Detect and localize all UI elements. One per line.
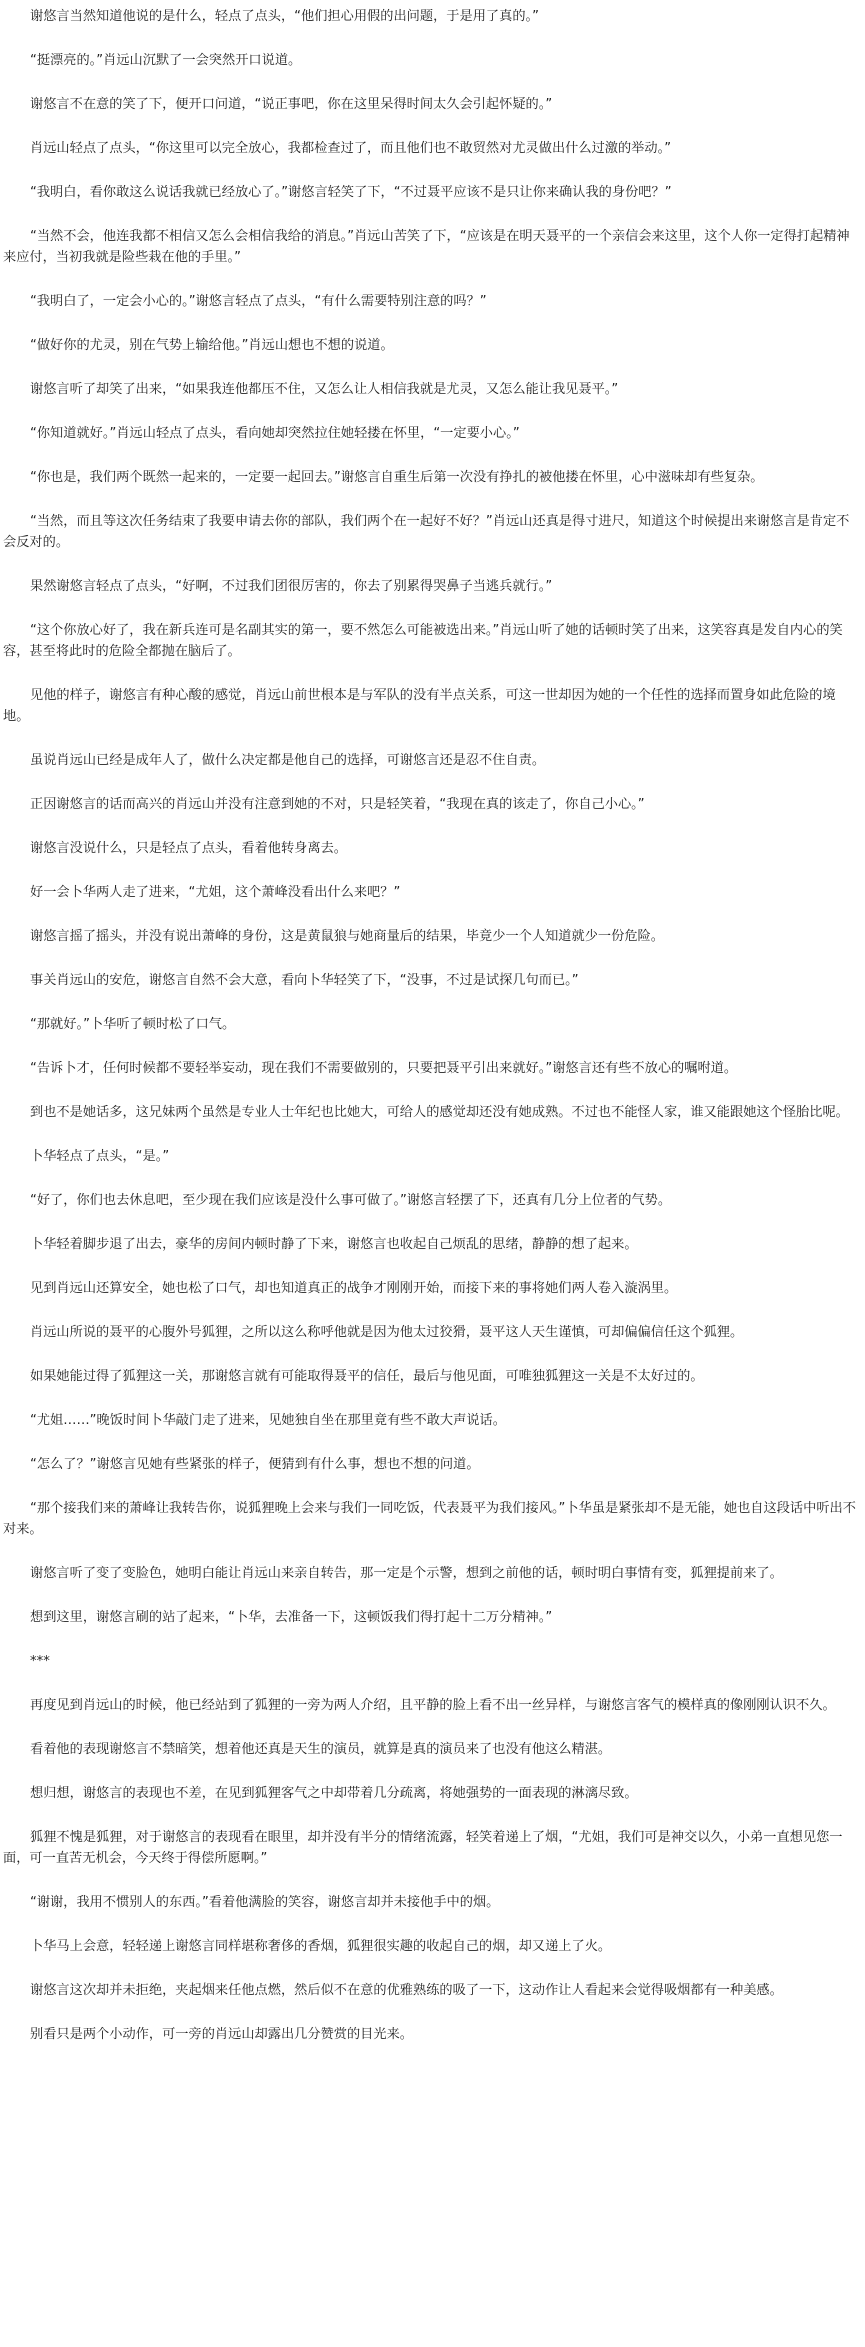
paragraph: “告诉卜才，任何时候都不要轻举妄动，现在我们不需要做别的，只要把聂平引出来就好。”谢悠言还有些不放心的嘱咐道。 xyxy=(30,1061,738,1076)
paragraph: 见到肖远山还算安全，她也松了口气，却也知道真正的战争才刚刚开始，而接下来的事将她们两人卷入漩涡里。 xyxy=(30,1281,678,1296)
paragraph: 谢悠言没说什么，只是轻点了点头，看着他转身离去。 xyxy=(30,841,347,856)
paragraph: “我明白，看你敢这么说话我就已经放心了。”谢悠言轻笑了下，“不过聂平应该不是只让你来确认我的身份吧？” xyxy=(30,185,672,200)
paragraph: 正因谢悠言的话而高兴的肖远山并没有注意到她的不对，只是轻笑着，“我现在真的该走了，你自己小心。” xyxy=(30,797,645,812)
paragraph: “做好你的尤灵，别在气势上输给他。”肖远山想也不想的说道。 xyxy=(30,338,394,353)
paragraph: 卜华马上会意，轻轻递上谢悠言同样堪称奢侈的香烟，狐狸很实趣的收起自己的烟，却又递上了火。 xyxy=(30,1939,612,1954)
paragraph: 谢悠言当然知道他说的是什么，轻点了点头，“他们担心用假的出问题，于是用了真的。” xyxy=(30,9,539,24)
paragraph: 果然谢悠言轻点了点头，“好啊，不过我们团很厉害的，你去了别累得哭鼻子当逃兵就行。” xyxy=(30,579,553,594)
paragraph: “我明白了，一定会小心的。”谢悠言轻点了点头，“有什么需要特别注意的吗？” xyxy=(30,294,487,309)
paragraph: 虽说肖远山已经是成年人了，做什么决定都是他自己的选择，可谢悠言还是忍不住自责。 xyxy=(30,753,546,768)
paragraph: “谢谢，我用不惯别人的东西。”看着他满脸的笑容，谢悠言却并未接他手中的烟。 xyxy=(30,1895,500,1910)
paragraph: “怎么了？”谢悠言见她有些紧张的样子，便猜到有什么事，想也不想的问道。 xyxy=(30,1457,480,1472)
paragraph: 如果她能过得了狐狸这一关，那谢悠言就有可能取得聂平的信任，最后与他见面，可唯独狐狸这一关是不太好过的。 xyxy=(30,1369,704,1384)
paragraph: 见他的样子，谢悠言有种心酸的感觉，肖远山前世根本是与军队的没有半点关系，可这一世却因为她的一个任性的选择而置身如此危险的境地。 xyxy=(3,688,836,724)
paragraph: 谢悠言摇了摇头，并没有说出萧峰的身份，这是黄鼠狼与她商量后的结果，毕竟少一个人知道就少一份危险。 xyxy=(30,929,664,944)
paragraph: 看着他的表现谢悠言不禁暗笑，想着他还真是天生的演员，就算是真的演员来了也没有他这么精湛。 xyxy=(30,1742,612,1757)
paragraph: 想归想，谢悠言的表现也不差，在见到狐狸客气之中却带着几分疏离，将她强势的一面表现的淋漓尽致。 xyxy=(30,1786,638,1801)
paragraph: 想到这里，谢悠言刷的站了起来，“卜华，去准备一下，这顿饭我们得打起十二万分精神。” xyxy=(30,1610,553,1625)
paragraph: 到也不是她话多，这兄妹两个虽然是专业人士年纪也比她大，可给人的感觉却还没有她成熟。不过也不能怪人家，谁又能跟她这个怪胎比呢。 xyxy=(30,1105,849,1120)
paragraph: “你也是，我们两个既然一起来的，一定要一起回去。”谢悠言自重生后第一次没有挣扎的被他搂在怀里，心中滋味却有些复杂。 xyxy=(30,470,764,485)
paragraph: 谢悠言这次却并未拒绝，夹起烟来任他点燃，然后似不在意的优雅熟练的吸了一下，这动作让人看起来会觉得吸烟都有一种美感。 xyxy=(30,1983,783,1998)
paragraph: “当然，而且等这次任务结束了我要申请去你的部队，我们两个在一起好不好？”肖远山还真是得寸进尺，知道这个时候提出来谢悠言是肯定不会反对的。 xyxy=(3,514,850,550)
paragraph: 肖远山所说的聂平的心腹外号狐狸，之所以这么称呼他就是因为他太过狡猾，聂平这人天生谨慎，可却偏偏信任这个狐狸。 xyxy=(30,1325,744,1340)
paragraph: 卜华轻点了点头，“是。” xyxy=(30,1149,170,1164)
scene-break: *** xyxy=(30,1654,50,1669)
paragraph: “当然不会，他连我都不相信又怎么会相信我给的消息。”肖远山苦笑了下，“应该是在明天聂平的一个亲信会来这里，这个人你一定得打起精神来应付，当初我就是险些栽在他的手里。” xyxy=(3,229,850,265)
paragraph: 卜华轻着脚步退了出去，豪华的房间内顿时静了下来，谢悠言也收起自己烦乱的思绪，静静的想了起来。 xyxy=(30,1237,638,1252)
paragraph: “挺漂亮的。”肖远山沉默了一会突然开口说道。 xyxy=(30,53,302,68)
paragraph: 谢悠言听了变了变脸色，她明白能让肖远山来亲自转告，那一定是个示警，想到之前他的话，顿时明白事情有变，狐狸提前来了。 xyxy=(30,1566,783,1581)
paragraph: 别看只是两个小动作，可一旁的肖远山却露出几分赞赏的目光来。 xyxy=(30,2027,414,2042)
paragraph: “那就好。”卜华听了顿时松了口气。 xyxy=(30,1017,236,1032)
paragraph: “尤姐……”晚饭时间卜华敲门走了进来，见她独自坐在那里竟有些不敢大声说话。 xyxy=(30,1413,506,1428)
paragraph: 谢悠言不在意的笑了下，便开口问道，“说正事吧，你在这里呆得时间太久会引起怀疑的。” xyxy=(30,97,553,112)
paragraph: 狐狸不愧是狐狸，对于谢悠言的表现看在眼里，却并没有半分的情绪流露，轻笑着递上了烟，“尤姐，我们可是神交以久，小弟一直想见您一面，可一直苦无机会，今天终于得偿所愿啊。” xyxy=(3,1830,843,1866)
paragraph: 好一会卜华两人走了进来，“尤姐，这个萧峰没看出什么来吧？” xyxy=(30,885,401,900)
paragraph: “你知道就好。”肖远山轻点了点头，看向她却突然拉住她轻搂在怀里，“一定要小心。” xyxy=(30,426,520,441)
paragraph: “那个接我们来的萧峰让我转告你，说狐狸晚上会来与我们一同吃饭，代表聂平为我们接风。”卜华虽是紧张却不是无能，她也自这段话中听出不对来。 xyxy=(3,1501,856,1537)
paragraph: 事关肖远山的安危，谢悠言自然不会大意，看向卜华轻笑了下，“没事，不过是试探几句而已。” xyxy=(30,973,579,988)
paragraph: 谢悠言听了却笑了出来，“如果我连他都压不住，又怎么让人相信我就是尤灵，又怎么能让我见聂平。” xyxy=(30,382,619,397)
paragraph: 肖远山轻点了点头，“你这里可以完全放心，我都检查过了，而且他们也不敢贸然对尤灵做出什么过激的举动。” xyxy=(30,141,672,156)
paragraph: “这个你放心好了，我在新兵连可是名副其实的第一，要不然怎么可能被选出来。”肖远山听了她的话顿时笑了出来，这笑容真是发自内心的笑容，甚至将此时的危险全都抛在脑后了。 xyxy=(3,623,843,659)
paragraph: 再度见到肖远山的时候，他已经站到了狐狸的一旁为两人介绍，且平静的脸上看不出一丝异样，与谢悠言客气的模样真的像刚刚认识不久。 xyxy=(30,1698,836,1713)
paragraph: “好了，你们也去休息吧，至少现在我们应该是没什么事可做了。”谢悠言轻摆了下，还真有几分上位者的气势。 xyxy=(30,1193,672,1208)
